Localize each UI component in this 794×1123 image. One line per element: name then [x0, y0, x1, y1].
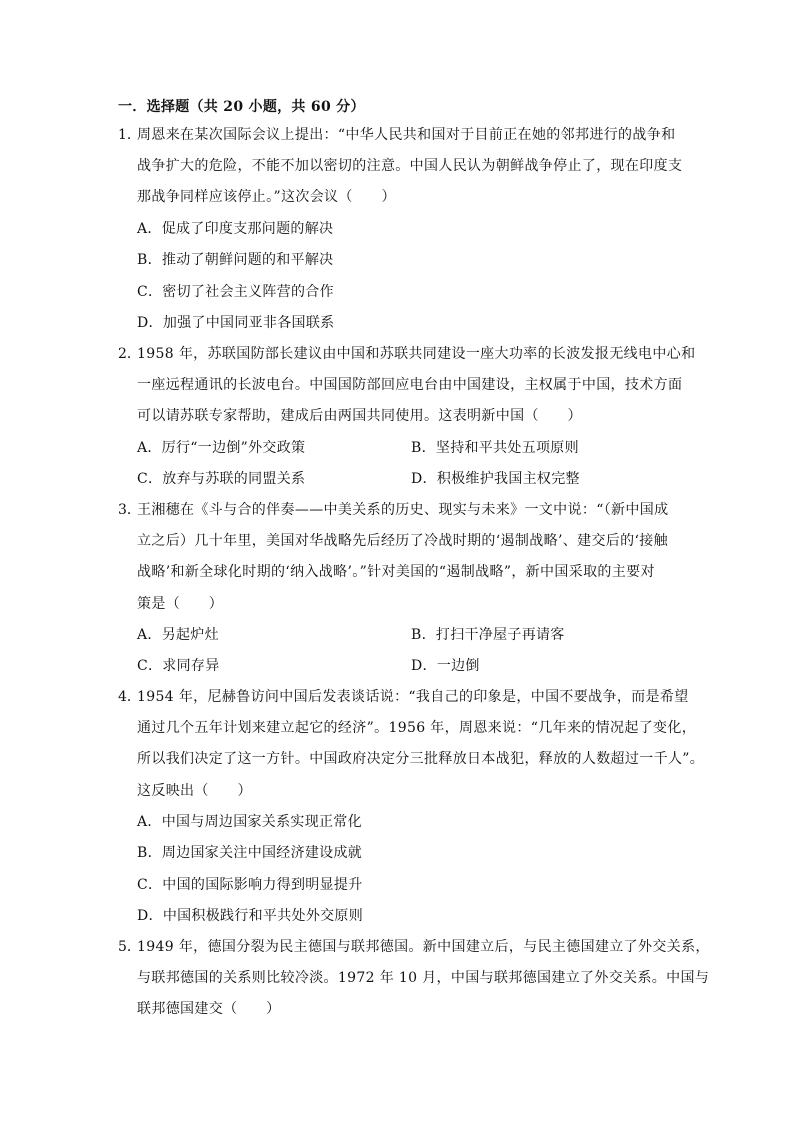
question-text-line: 与联邦德国的关系则比较冷淡。1972 年 10 月，中国与联邦德国建立了外交关系。中国与 [137, 970, 710, 986]
question-text-line: 这反映出（ ） [137, 783, 252, 799]
question-number: 1． [118, 127, 141, 143]
question-number: 4． [118, 689, 141, 705]
question-text-line: 1949 年，德国分裂为民主德国与联邦德国。新中国建立后，与民主德国建立了外交关系， [137, 939, 710, 955]
option-b[interactable]: B．坚持和平共处五项原则 [411, 440, 579, 456]
question-text-line: 策是（ ） [137, 596, 224, 612]
question-text-line: 周恩来在某次国际会议上提出：“中华人民共和国对于目前正在她的邻邦进行的战争和 [137, 127, 676, 143]
question-text-line: 那战争同样应该停止。”这次会议（ ） [137, 189, 396, 205]
question-text-line: 战略’和新全球化时期的‘纳入战略’。”针对美国的“遏制战略”，新中国采取的主要对 [137, 564, 655, 580]
question-text-line: 立之后）几十年里，美国对华战略先后经历了冷战时期的‘遏制战略’、建交后的‘接触 [137, 533, 668, 549]
option-a[interactable]: A．中国与周边国家关系实现正常化 [137, 814, 362, 830]
option-c[interactable]: C．放弃与苏联的同盟关系 [137, 471, 306, 487]
question-text-line: 1958 年，苏联国防部长建议由中国和苏联共同建设一座大功率的长波发报无线电中心和 [137, 346, 696, 362]
question-text-line: 通过几个五年计划来建立起它的经济”。1956 年，周恩来说：“几年来的情况起了变化， [137, 720, 697, 736]
option-b[interactable]: B．打扫干净屋子再请客 [411, 627, 565, 643]
option-a[interactable]: A．促成了印度支那问题的解决 [137, 221, 334, 237]
question-number: 3． [118, 502, 141, 518]
question-text-line: 联邦德国建交（ ） [137, 1001, 281, 1017]
option-c[interactable]: C．密切了社会主义阵营的合作 [137, 284, 334, 300]
question-text-line: 一座远程通讯的长波电台。中国国防部回应电台由中国建设，主权属于中国，技术方面 [137, 377, 683, 393]
question-text-line: 王湘穗在《斗与合的伴奏——中美关系的历史、现实与未来》一文中说：“（新中国成 [137, 502, 669, 518]
option-d[interactable]: D．积极维护我国主权完整 [411, 471, 580, 487]
option-a[interactable]: A．另起炉灶 [137, 627, 219, 643]
option-b[interactable]: B．周边国家关注中国经济建设成就 [137, 845, 363, 861]
question-text-line: 战争扩大的危险，不能不加以密切的注意。中国人民认为朝鲜战争停止了，现在印度支 [137, 158, 683, 174]
question-text-line: 1954 年，尼赫鲁访问中国后发表谈话说：“我自己的印象是，中国不要战争，而是希望 [137, 689, 689, 705]
option-c[interactable]: C．求同存异 [137, 658, 220, 674]
question-text-line: 所以我们决定了这一方针。中国政府决定分三批释放日本战犯，释放的人数超过一千人”。 [137, 751, 705, 767]
option-b[interactable]: B．推动了朝鲜问题的和平解决 [137, 252, 334, 268]
option-a[interactable]: A．厉行“一边倒”外交政策 [137, 440, 306, 456]
option-c[interactable]: C．中国的国际影响力得到明显提升 [137, 877, 363, 893]
section-title: 一．选择题（共 20 小题，共 60 分） [118, 99, 365, 115]
option-d[interactable]: D．一边倒 [411, 658, 480, 674]
question-number: 5． [118, 939, 141, 955]
question-text-line: 可以请苏联专家帮助，建成后由两国共同使用。这表明新中国（ ） [137, 408, 582, 424]
option-d[interactable]: D．中国积极践行和平共处外交原则 [137, 908, 364, 924]
option-d[interactable]: D．加强了中国同亚非各国联系 [137, 315, 335, 331]
question-number: 2． [118, 346, 141, 362]
